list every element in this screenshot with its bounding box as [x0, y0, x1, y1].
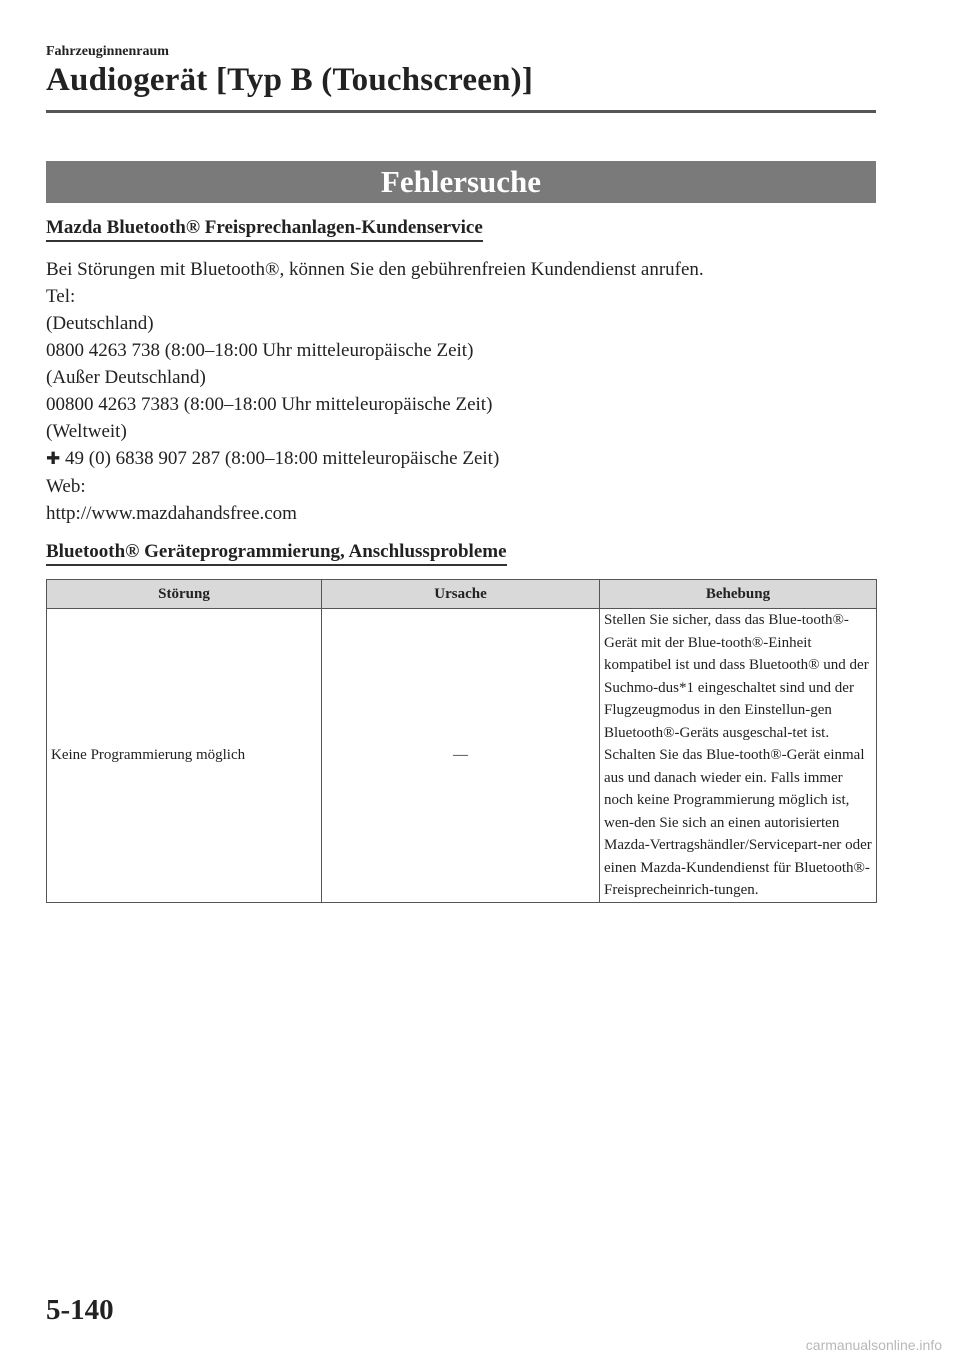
web-url: http://www.mazdahandsfree.com [46, 503, 297, 524]
plus-icon: ✚ [46, 449, 61, 469]
web-label: Web: [46, 476, 86, 497]
page-number: 5-140 [46, 1294, 114, 1326]
table-row [47, 609, 877, 903]
support-info [46, 256, 876, 527]
tel-label: Tel: [46, 286, 76, 307]
support-intro: Bei Störungen mit Bluetooth®, können Sie den gebührenfreien Kundendienst anrufen. [46, 259, 704, 280]
cause-cell: — [322, 609, 600, 903]
germany-label: (Deutschland) [46, 313, 154, 334]
troubleshooting-table [46, 579, 877, 903]
outside-germany-label: (Außer Deutschland) [46, 367, 206, 388]
worldwide-number: 49 (0) 6838 907 287 (8:00–18:00 mitteleuropäische Zeit) [60, 448, 500, 469]
banner-title: Fehlersuche [380, 164, 542, 199]
column-header-cause: Ursache [322, 580, 600, 609]
outside-germany-number: 00800 4263 7383 (8:00–18:00 Uhr mitteleuropäische Zeit) [46, 394, 493, 415]
worldwide-line [46, 445, 876, 473]
support-heading: Mazda Bluetooth® Freisprechanlagen-Kundenservice [46, 217, 483, 242]
header-divider [46, 110, 876, 113]
column-header-problem: Störung [47, 580, 322, 609]
chapter-label: Fahrzeuginnenraum [46, 44, 169, 59]
worldwide-label: (Weltweit) [46, 421, 127, 442]
table-header-row [47, 580, 877, 609]
watermark: carmanualsonline.info [805, 1337, 942, 1353]
problem-cell: Keine Programmierung möglich [47, 609, 322, 903]
programming-heading: Bluetooth® Geräteprogrammierung, Anschlussprobleme [46, 541, 507, 566]
solution-cell: Stellen Sie sicher, dass das Blue-tooth®-Gerät mit der Blue-tooth®-Einheit kompatibel ist und dass Bluetooth® und der Suchmo-dus*1 eingeschaltet sind und der Flugzeugmodus in den Einstellun-gen Bluetooth®-Geräts ausgeschal-tet ist. Schalten Sie das Blue-tooth®-Gerät einmal aus und danach wieder ein. Falls immer noch keine Programmierung möglich ist, wen-den Sie sich an einen autorisierten Mazda-Vertragshändler/Servicepart-ner oder einen Mazda-Kundendienst für Bluetooth®-Freisprecheinrich-tungen. [600, 609, 877, 903]
fehlersuche-banner [46, 161, 876, 203]
column-header-solution: Behebung [600, 580, 877, 609]
germany-number: 0800 4263 738 (8:00–18:00 Uhr mitteleuropäische Zeit) [46, 340, 474, 361]
section-title: Audiogerät [Typ B (Touchscreen)] [46, 62, 534, 98]
